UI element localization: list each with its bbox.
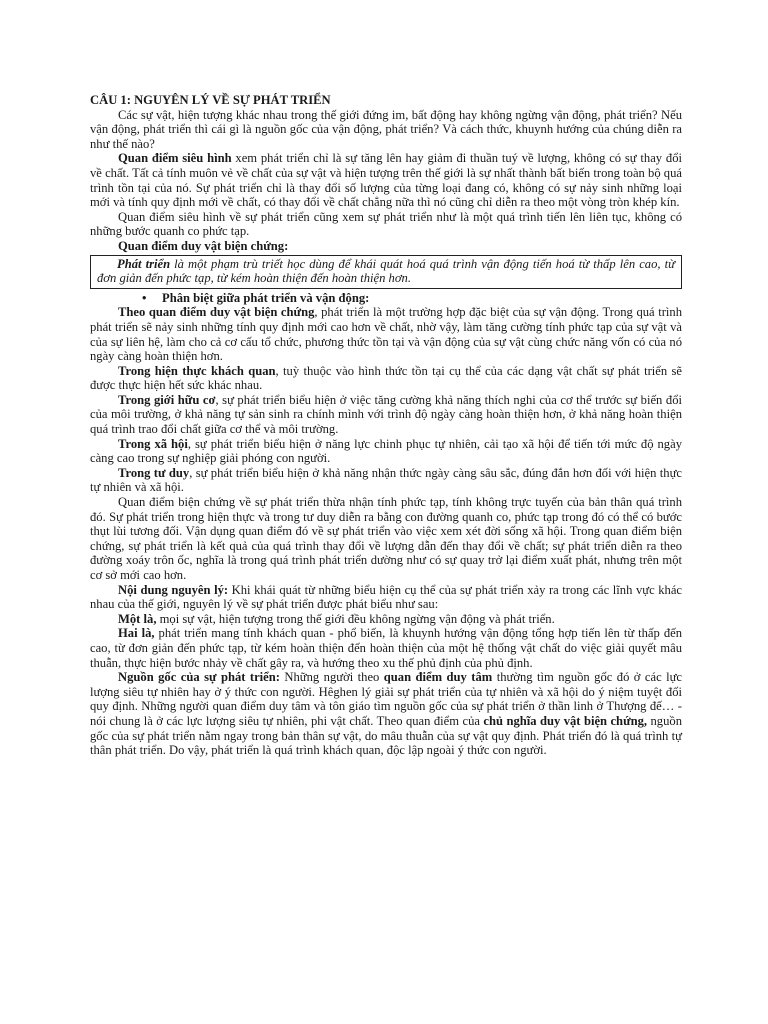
term-bold: quan điểm duy tâm — [383, 670, 493, 685]
definition-box — [90, 255, 682, 289]
term-bold: Theo quan điểm duy vật biện chứng — [118, 305, 315, 320]
term-bold: Trong xã hội — [118, 436, 188, 451]
term-bold: Trong giới hữu cơ — [118, 392, 216, 407]
paragraph-dialectical-view — [90, 305, 682, 363]
paragraph-objective-reality — [90, 364, 682, 393]
bullet-icon: • — [142, 290, 147, 305]
paragraph-text: xem phát triển chỉ là sự tăng lên hay giảm đi thuần tuý về lượng, không có sự thay đổi về chất. Tất cả tính muôn vẻ về chất của sự vật và hiện tượng trên thế giới là sự nhất thành bất biến trong toàn bộ quá trình tồn tại của nó. Sự phát triển chỉ là thay đổi số lượng của từng loại đang có, không có sự nảy sinh những loại mới và tính quy định mới về chất, có thay đổi về chất chẳng nữa thì nó cũng chỉ diễn ra theo một vòng tròn khép kín. — [90, 151, 682, 210]
paragraph-source — [90, 670, 682, 758]
paragraph-dialectical-heading — [90, 239, 682, 254]
term-bold: Nguồn gốc của sự phát triển: — [118, 670, 280, 685]
bullet-item — [142, 291, 682, 306]
paragraph-dialectical-complexity: Quan điểm biện chứng về sự phát triển thừa nhận tính phức tạp, tính không trực tuyến của bản thân quá trình đó. Sự phát triển trong hiện thực và trong tư duy diễn ra bằng con đường quanh co, phức tạp trong đó có thể có bước thụt lùi tương đối. Vận dụng quan điểm đó về sự phát triển vào việc xem xét đời sống xã hội. Trong quan điểm biện chứng, sự phát triển là kết quả của quá trình thay đổi về lượng dẫn đến thay đổi về chất; sự phát triển diễn ra theo đường xoáy trôn ốc, nghĩa là trong quá trình phát triển dường như có sự quay trở lại điểm xuất phát, nhưng trên một cơ sở mới cao hơn. — [90, 495, 682, 582]
paragraph-intro: Các sự vật, hiện tượng khác nhau trong thế giới đứng im, bất động hay không ngừng vận động, phát triển? Nếu vận động, phát triển thì cái gì là nguồn gốc của vận động, phát triển? Và cách thức, khuynh hướng của chúng diễn ra như thế nào? — [90, 107, 682, 151]
paragraph-text: Khi khái quát từ những biểu hiện cụ thể của sự phát triển xảy ra trong các lĩnh vực khác nhau của thế giới, nguyên lý về sự phát triển được phát biểu như sau: — [90, 582, 682, 612]
paragraph-text: , sự phát triển biểu hiện ở khả năng nhận thức ngày càng sâu sắc, đúng đắn hơn đối với hiện thực tự nhiên và xã hội. — [90, 465, 682, 495]
term-bold: Hai là, — [118, 626, 155, 641]
paragraph-text: , phát triển là một trường hợp đặc biệt của sự vận động. Trong quá trình phát triển sẽ nảy sinh những tính quy định mới cao hơn về chất, nhờ vậy, làm tăng cường tính phức tạp của sự vật và của sự liên hệ, làm cho cả cơ cấu tổ chức, phương thức tồn tại và vận động của sự vật cùng chức năng vốn có của nó ngày càng hoàn thiện hơn. — [90, 305, 683, 364]
paragraph-metaphysical — [90, 151, 682, 209]
paragraph-text: Những người theo — [279, 670, 384, 685]
document-title: CÂU 1: NGUYÊN LÝ VỀ SỰ PHÁT TRIỂN — [90, 93, 331, 107]
definition-text: là một phạm trù triết học dùng để khái quát hoá quá trình vận động tiến hoá từ thấp lên cao, từ đơn giản đến phức tạp, từ kém hoàn thiện đến hoàn thiện hơn. — [97, 256, 675, 286]
document-body — [90, 93, 682, 758]
paragraph-text: , sự phát triển biểu hiện ở năng lực chinh phục tự nhiên, cải tạo xã hội để tiến tới mức độ ngày càng cao trong sự nghiệp giải phóng con người. — [90, 436, 682, 466]
paragraph-text: mọi sự vật, hiện tượng trong thế giới đều không ngừng vận động và phát triển. — [156, 611, 555, 626]
term-metaphysical: Quan điểm siêu hình — [118, 151, 232, 166]
term-dialectical: Quan điểm duy vật biện chứng: — [118, 238, 289, 253]
paragraph-second — [90, 626, 682, 670]
paragraph-principle-content — [90, 583, 682, 612]
paragraph-metaphysical-continuous: Quan điểm siêu hình về sự phát triển cũng xem sự phát triển như là một quá trình tiến lên liên tục, không có những bước quanh co phức tạp. — [90, 209, 682, 239]
term-development: Phát triển — [117, 256, 171, 271]
paragraph-text: phát triển mang tính khách quan - phổ biến, là khuynh hướng vận động tổng hợp tiến lên từ thấp đến cao, từ đơn giản đến phức tạp, từ kém hoàn thiện đến hoàn thiện của một hệ thống vật chất do việc giải quyết mâu thuẫn, thực hiện bước nhảy về chất gây ra, và hướng theo xu thế phủ định của phủ định. — [90, 626, 683, 670]
term-bold: Nội dung nguyên lý: — [118, 582, 229, 597]
paragraph-text: thường tìm nguồn gốc đó ở các lực lượng siêu tự nhiên hay ở ý thức con người. Hêghen lý giải sự phát triển của tự nhiên và xã hội do ý niệm tuyệt đối quy định. Những người quan điểm duy tâm và tôn giáo tìm nguồn gốc của sự phát triển ở thần linh ở Thượng đế… - nói chung là ở các lực lượng siêu tự nhiên, phi vật chất. Theo quan điểm của — [90, 670, 683, 728]
paragraph-text: , tuỳ thuộc vào hình thức tồn tại cụ thể của các dạng vật chất sự phát triển sẽ được thực hiện hết sức khác nhau. — [90, 363, 682, 393]
paragraph-text: , sự phát triển biểu hiện ở việc tăng cường khả năng thích nghi của cơ thể trước sự biến đổi của môi trường, ở khả năng tự sản sinh ra chính mình với trình độ ngày càng hoàn thiện hơn, ở khả năng hoàn thiện quá trình trao đổi chất giữa cơ thể và môi trường. — [90, 392, 682, 437]
bullet-text: Phân biệt giữa phát triển và vận động: — [162, 290, 370, 305]
paragraph-first — [90, 612, 682, 627]
paragraph-organic — [90, 393, 682, 437]
paragraph-thinking — [90, 466, 682, 495]
term-bold: Trong tư duy — [118, 465, 190, 480]
paragraph-text: nguồn gốc của sự phát triển nằm ngay trong bản thân sự vật, do mâu thuẫn của sự vật quy định. Phát triển đó là quá trình tự thân phát triển. Do vậy, phát triển là quá trình khách quan, độc lập ngoài ý thức con người. — [90, 713, 682, 758]
term-bold: Trong hiện thực khách quan — [118, 363, 276, 378]
term-bold: Một là, — [118, 611, 157, 626]
paragraph-society — [90, 437, 682, 466]
term-bold: chủ nghĩa duy vật biện chứng, — [483, 713, 648, 728]
